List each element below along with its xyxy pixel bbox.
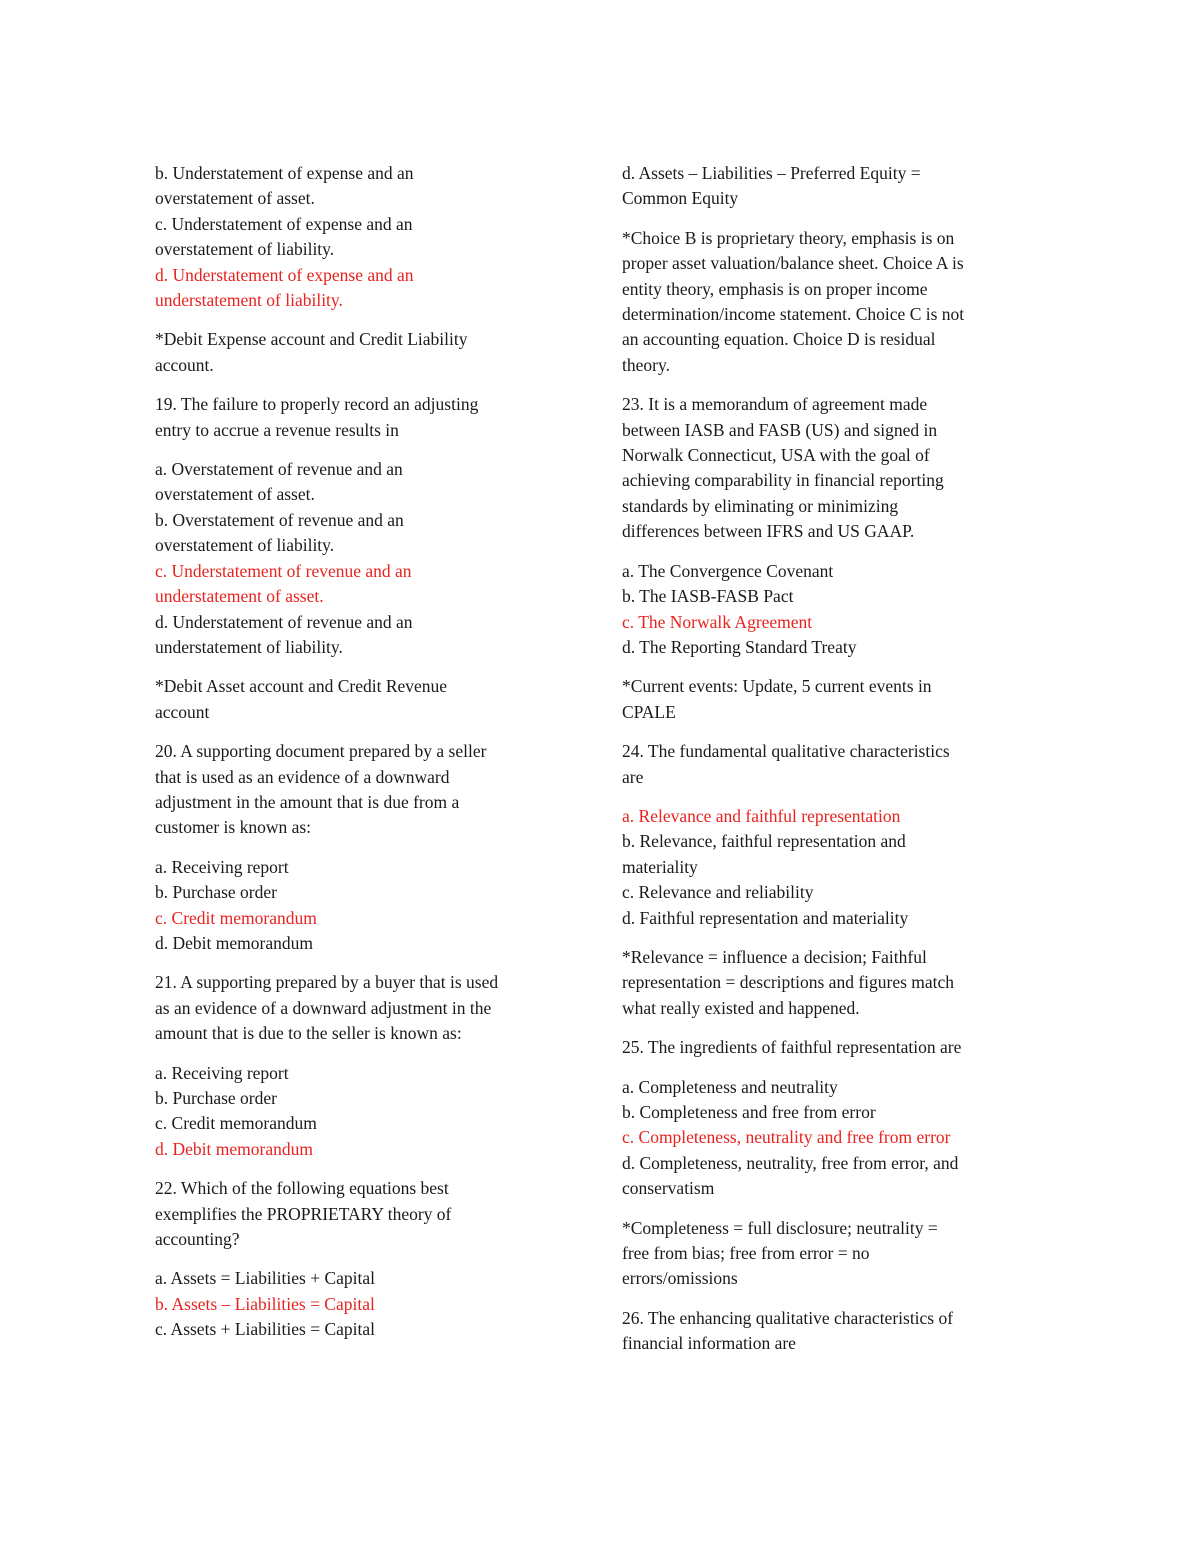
text-line: *Choice B is proprietary theory, emphasis is on xyxy=(622,227,955,248)
right-column xyxy=(622,161,1032,1371)
text-line: a. Completeness and neutrality xyxy=(622,1076,838,1097)
text-block xyxy=(622,1035,1032,1060)
text-line: 24. The fundamental qualitative characteristics xyxy=(622,741,950,762)
text-line: between IASB and FASB (US) and signed in xyxy=(622,419,938,440)
answer-block xyxy=(622,804,1032,829)
text-line: c. Understatement of expense and an xyxy=(155,213,413,234)
text-block xyxy=(155,1176,567,1252)
text-line: understatement of asset. xyxy=(155,586,324,607)
answer-block xyxy=(622,610,1032,635)
text-line: overstatement of liability. xyxy=(155,535,335,556)
text-line: understatement of liability. xyxy=(155,636,343,657)
text-line: amount that is due to the seller is known as: xyxy=(155,1023,462,1044)
text-line: as an evidence of a downward adjustment in the xyxy=(155,997,492,1018)
text-block xyxy=(155,1266,567,1291)
text-block xyxy=(155,392,567,443)
text-line: c. The Norwalk Agreement xyxy=(622,611,813,632)
text-line: an accounting equation. Choice D is residual xyxy=(622,329,936,350)
text-line: are xyxy=(622,766,644,787)
text-line: c. Relevance and reliability xyxy=(622,882,814,903)
text-block xyxy=(155,610,567,661)
text-line: account. xyxy=(155,354,214,375)
text-line: *Completeness = full disclosure; neutrality = xyxy=(622,1217,938,1238)
text-line: b. Overstatement of revenue and an xyxy=(155,509,404,530)
text-line: Common Equity xyxy=(622,188,739,209)
answer-block xyxy=(155,559,567,610)
text-block xyxy=(622,674,1032,725)
text-line: overstatement of asset. xyxy=(155,484,315,505)
text-line: *Current events: Update, 5 current events in xyxy=(622,676,932,697)
text-block xyxy=(622,1216,1032,1292)
text-line: a. Overstatement of revenue and an xyxy=(155,459,403,480)
text-line: conservatism xyxy=(622,1178,715,1199)
text-line: overstatement of asset. xyxy=(155,188,315,209)
text-line: account xyxy=(155,701,210,722)
text-line: entity theory, emphasis is on proper income xyxy=(622,278,928,299)
text-line: c. Assets + Liabilities = Capital xyxy=(155,1319,375,1340)
text-block xyxy=(622,1151,1032,1202)
text-line: 26. The enhancing qualitative characteristics of xyxy=(622,1307,954,1328)
text-block xyxy=(622,635,1032,660)
text-line: 20. A supporting document prepared by a seller xyxy=(155,741,487,762)
answer-block xyxy=(155,1292,567,1317)
text-line: b. Relevance, faithful representation and xyxy=(622,831,906,852)
text-line: materiality xyxy=(622,856,698,877)
text-line: b. The IASB-FASB Pact xyxy=(622,586,794,607)
text-line: 21. A supporting prepared by a buyer that is used xyxy=(155,972,499,993)
text-line: exemplifies the PROPRIETARY theory of xyxy=(155,1203,452,1224)
text-line: errors/omissions xyxy=(622,1268,738,1289)
text-line: b. Assets – Liabilities = Capital xyxy=(155,1293,375,1314)
text-line: c. Credit memorandum xyxy=(155,1113,317,1134)
text-block xyxy=(155,457,567,559)
text-line: differences between IFRS and US GAAP. xyxy=(622,521,915,542)
text-line: what really existed and happened. xyxy=(622,997,860,1018)
text-block xyxy=(622,829,1032,931)
text-line: b. Purchase order xyxy=(155,1088,277,1108)
text-line: d. Completeness, neutrality, free from error, and xyxy=(622,1152,959,1173)
text-line: d. Understatement of expense and an xyxy=(155,264,414,285)
text-line: b. Purchase order xyxy=(155,882,277,903)
text-line: accounting? xyxy=(155,1229,240,1250)
answer-block xyxy=(155,263,567,314)
text-block xyxy=(155,327,567,378)
text-line: c. Credit memorandum xyxy=(155,907,317,928)
text-block xyxy=(155,970,567,1046)
text-line: achieving comparability in financial reporting xyxy=(622,470,944,491)
text-line: d. Debit memorandum xyxy=(155,1138,313,1159)
text-line: overstatement of liability. xyxy=(155,239,335,260)
text-line: proper asset valuation/balance sheet. Choice A is xyxy=(622,253,964,274)
text-line: a. Assets = Liabilities + Capital xyxy=(155,1268,375,1289)
answer-block xyxy=(155,906,567,931)
text-block xyxy=(622,161,1032,212)
text-line: a. Receiving report xyxy=(155,856,289,877)
text-line: *Debit Expense account and Credit Liability xyxy=(155,329,468,350)
text-line: Norwalk Connecticut, USA with the goal of xyxy=(622,445,930,466)
text-block xyxy=(622,226,1032,378)
text-line: d. Assets – Liabilities – Preferred Equity = xyxy=(622,163,921,183)
text-line: d. Understatement of revenue and an xyxy=(155,611,413,632)
text-line: b. Completeness and free from error xyxy=(622,1102,876,1122)
text-line: c. Understatement of revenue and an xyxy=(155,560,412,581)
text-line: representation = descriptions and figures match xyxy=(622,972,955,993)
answer-block xyxy=(155,1137,567,1162)
text-line: determination/income statement. Choice C is not xyxy=(622,304,965,325)
text-line: theory. xyxy=(622,354,670,375)
left-column xyxy=(155,161,567,1357)
text-block xyxy=(622,1075,1032,1126)
text-block xyxy=(155,739,567,841)
text-block xyxy=(622,945,1032,1021)
text-line: free from bias; free from error = no xyxy=(622,1243,870,1264)
text-line: adjustment in the amount that is due from a xyxy=(155,791,460,812)
text-line: d. The Reporting Standard Treaty xyxy=(622,636,857,657)
text-line: entry to accrue a revenue results in xyxy=(155,419,399,440)
text-line: *Debit Asset account and Credit Revenue xyxy=(155,676,448,697)
text-line: 19. The failure to properly record an adjusting xyxy=(155,394,479,415)
text-line: b. Understatement of expense and an xyxy=(155,163,414,183)
text-block xyxy=(155,1061,567,1137)
text-line: 25. The ingredients of faithful representation are xyxy=(622,1037,962,1058)
text-line: CPALE xyxy=(622,701,676,722)
text-block xyxy=(155,161,567,263)
text-line: 22. Which of the following equations best xyxy=(155,1178,449,1199)
text-line: a. Receiving report xyxy=(155,1062,289,1083)
text-block xyxy=(155,855,567,906)
text-line: *Relevance = influence a decision; Faithful xyxy=(622,946,927,967)
text-line: understatement of liability. xyxy=(155,290,343,311)
text-block xyxy=(155,931,567,956)
answer-block xyxy=(622,1125,1032,1150)
text-line: that is used as an evidence of a downward xyxy=(155,766,450,787)
text-block xyxy=(155,674,567,725)
text-line: financial information are xyxy=(622,1333,796,1354)
text-line: d. Debit memorandum xyxy=(155,932,313,953)
text-line: a. The Convergence Covenant xyxy=(622,560,834,581)
text-line: customer is known as: xyxy=(155,817,312,838)
text-block xyxy=(622,559,1032,610)
text-line: a. Relevance and faithful representation xyxy=(622,805,901,826)
text-line: d. Faithful representation and materiality xyxy=(622,907,909,928)
text-block xyxy=(622,392,1032,544)
text-line: 23. It is a memorandum of agreement made xyxy=(622,394,928,415)
text-block xyxy=(622,1306,1032,1357)
text-block xyxy=(155,1317,567,1342)
text-line: c. Completeness, neutrality and free from error xyxy=(622,1127,951,1148)
text-line: standards by eliminating or minimizing xyxy=(622,495,899,516)
text-block xyxy=(622,739,1032,790)
